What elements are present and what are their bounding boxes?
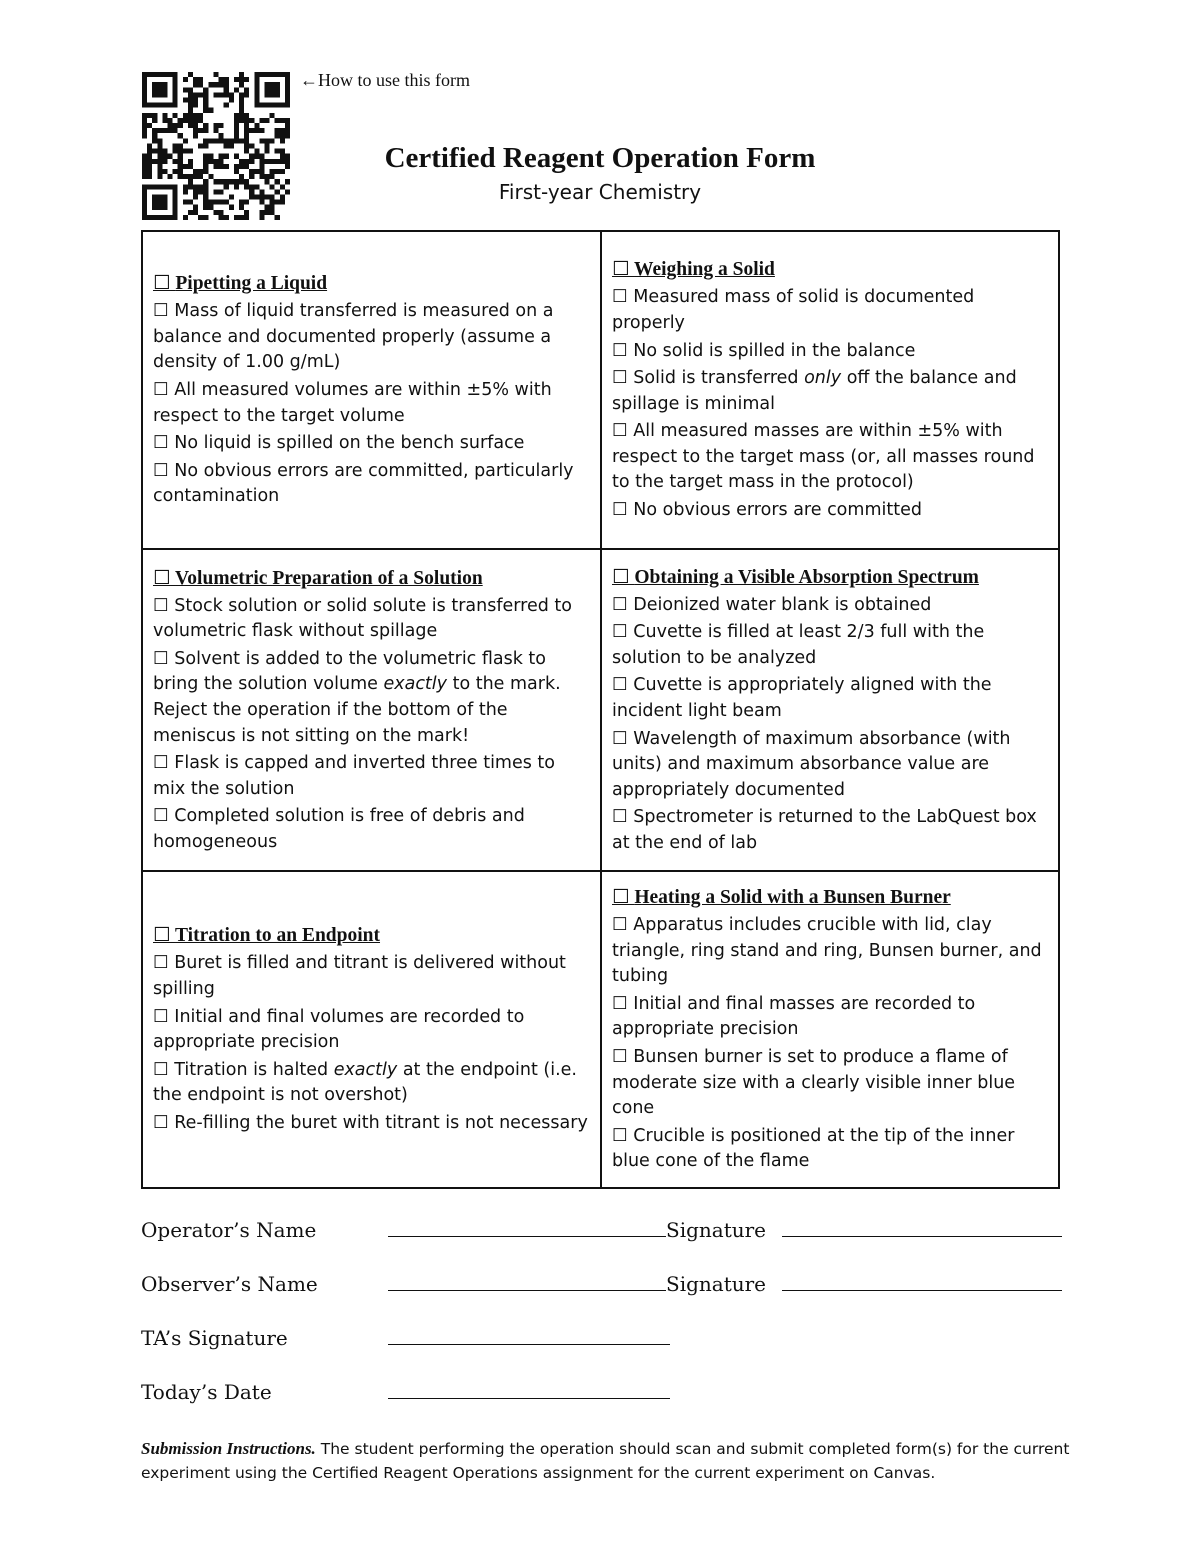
item-text: Initial and final volumes are recorded to appropriate precision [153,1006,525,1053]
checklist-item[interactable] [612,1045,1048,1122]
checklist-item[interactable] [612,285,1048,336]
checkbox[interactable]: ☐ [612,728,628,749]
item-text: Measured mass of solid is documented properly [612,287,975,333]
checkbox[interactable]: ☐ [612,368,628,389]
ta-row [388,1326,670,1350]
checklist-item[interactable] [612,992,1048,1043]
checkbox[interactable]: ☐ [612,622,628,643]
checklist-item[interactable] [612,419,1048,496]
checkbox[interactable]: ☐ [153,379,169,400]
operator-name-field[interactable] [388,1218,666,1237]
checklist-item[interactable] [153,1111,588,1137]
checkbox[interactable]: ☐ [612,807,628,828]
item-text: Buret is filled and titrant is delivered without spilling [153,953,566,1000]
section-title: Volumetric Preparation of a Solution [175,567,483,589]
checkbox[interactable]: ☐ [612,287,628,308]
item-text: Titration is halted [174,1059,334,1080]
checklist-item[interactable] [612,1124,1048,1175]
page-subtitle: First-year Chemistry [498,180,702,204]
item-text: off the balance and spillage is minimal [612,368,1017,414]
item-text: Flask is capped and inverted three times to mix the solution [153,753,555,799]
checkbox[interactable]: ☐ [612,594,628,615]
item-emphasis: exactly [383,674,448,695]
section-heading[interactable] [153,922,588,949]
qr-hint: ←How to use this form [300,70,470,90]
item-text: Re-filling the buret with titrant is not necessary [174,1112,588,1133]
checkbox[interactable]: ☐ [153,953,169,974]
item-text: All measured volumes are within ±5% with respect to the target volume [153,379,552,426]
observer-signature-field[interactable] [782,1272,1062,1291]
item-emphasis: only [804,368,842,389]
section-title: Pipetting a Liquid [175,273,328,295]
checkbox[interactable]: ☐ [612,500,628,521]
item-text: Crucible is positioned at the tip of the inner blue cone of the flame [612,1125,1015,1172]
section-title: Obtaining a Visible Absorption Spectrum [634,566,979,588]
checkbox[interactable]: ☐ [612,675,628,696]
checkbox[interactable]: ☐ [153,753,169,774]
checklist-item[interactable] [612,673,1048,724]
item-text: Cuvette is appropriately aligned with the incident light beam [612,675,992,721]
cell-heating [602,872,1060,1187]
instructions-label: Submission Instructions. [141,1439,316,1458]
item-text: Cuvette is filled at least 2/3 full with the solution to be analyzed [612,622,985,668]
section-heading[interactable] [153,270,588,297]
checklist-item[interactable] [153,594,588,645]
item-text: No solid is spilled in the balance [633,340,916,361]
cell-volumetric [143,550,600,870]
observer-name-field[interactable] [388,1272,666,1291]
ta-signature-field[interactable] [388,1326,670,1345]
section-heading[interactable] [612,256,1048,283]
checkbox[interactable]: ☐ [153,565,171,589]
checklist-item[interactable] [153,378,588,429]
observer-name-label: Observer’s Name [141,1272,318,1296]
checklist-item[interactable] [612,620,1048,671]
signature-label: Signature [666,1218,767,1242]
cell-weighing [602,232,1060,548]
observer-row [388,1272,1062,1296]
item-text: Solid is transferred [633,368,805,389]
checkbox[interactable]: ☐ [612,993,628,1014]
section-heading[interactable] [612,884,1048,911]
checklist-item[interactable] [153,751,588,802]
item-text: to the mark. Reject the operation if the bottom of the meniscus is not sitting on the mark! [153,674,561,746]
section-heading[interactable] [612,564,1048,591]
date-row [388,1380,670,1404]
checklist-item[interactable] [612,727,1048,804]
instructions-text: The student performing the operation should scan and submit completed form(s) for the current experiment using the Certified Reagent Operations assignment for the current experiment on Canvas. [141,1440,1070,1482]
item-text: at the endpoint (i.e. the endpoint is not overshot) [153,1059,577,1106]
section-title: Heating a Solid with a Bunsen Burner [634,887,951,909]
checkbox[interactable]: ☐ [153,271,171,295]
checklist-item[interactable] [153,804,588,855]
checklist-item[interactable] [612,805,1048,856]
checklist-item[interactable] [153,1005,588,1056]
checklist-item[interactable] [612,593,1048,619]
todays-date-label: Today’s Date [141,1380,272,1404]
item-text: Completed solution is free of debris and homogeneous [153,806,525,852]
checkbox[interactable]: ☐ [153,923,171,947]
item-text: Wavelength of maximum absorbance (with units) and maximum absorbance value are appropriately documented [612,728,1011,800]
checkbox[interactable]: ☐ [153,433,169,454]
checkbox[interactable]: ☐ [153,1059,169,1080]
checkbox[interactable]: ☐ [153,806,169,827]
item-text: Mass of liquid transferred is measured on a balance and documented properly (assume a density of 1.00 g/mL) [153,301,554,373]
checkbox[interactable]: ☐ [612,915,628,936]
cell-spectrum [602,550,1060,870]
item-text: Solvent is added to the volumetric flask to bring the solution volume [153,648,546,695]
operator-name-label: Operator’s Name [141,1218,317,1242]
checkbox[interactable]: ☐ [153,460,169,481]
operations-grid [141,230,1060,1189]
checklist-item[interactable] [153,647,588,749]
item-text: Apparatus includes crucible with lid, clay triangle, ring stand and ring, Bunsen burner, and tubing [612,915,1042,987]
checkbox[interactable]: ☐ [612,421,628,442]
checklist-item[interactable] [612,913,1048,990]
checklist-item[interactable] [612,339,1048,365]
checklist-item[interactable] [153,431,588,457]
item-text: No liquid is spilled on the bench surface [174,433,525,454]
operator-row [388,1218,1062,1242]
checklist-item[interactable] [612,366,1048,417]
checklist-item[interactable] [612,498,1048,524]
cell-pipetting [143,232,600,548]
checkbox[interactable]: ☐ [612,564,630,588]
item-text: Deionized water blank is obtained [633,594,932,615]
checklist-item[interactable] [153,459,588,510]
checkbox[interactable]: ☐ [612,340,628,361]
operator-signature-field[interactable] [782,1218,1062,1237]
signature-label: Signature [666,1272,767,1296]
checkbox[interactable]: ☐ [153,1112,169,1133]
page-title: Certified Reagent Operation Form [384,142,816,174]
item-emphasis: exactly [333,1059,398,1080]
checklist-item[interactable] [153,299,588,376]
submission-instructions [141,1437,1071,1485]
checklist-item[interactable] [153,951,588,1002]
section-heading[interactable] [153,565,588,592]
item-text: Initial and final masses are recorded to appropriate precision [612,993,976,1040]
checklist-item[interactable] [153,1058,588,1109]
checkbox[interactable]: ☐ [153,648,169,669]
checkbox[interactable]: ☐ [612,1125,628,1146]
checkbox[interactable]: ☐ [153,301,169,322]
section-title: Titration to an Endpoint [175,925,381,947]
checkbox[interactable]: ☐ [612,257,630,281]
item-text: Bunsen burner is set to produce a flame of moderate size with a clearly visible inner blue cone [612,1047,1016,1119]
todays-date-field[interactable] [388,1380,670,1399]
cell-titration [143,872,600,1187]
item-text: No obvious errors are committed [633,500,922,521]
checkbox[interactable]: ☐ [153,1006,169,1027]
item-text: Spectrometer is returned to the LabQuest box at the end of lab [612,807,1037,853]
ta-signature-label: TA’s Signature [141,1326,288,1350]
item-text: Stock solution or solid solute is transferred to volumetric flask without spillage [153,595,572,642]
checkbox[interactable]: ☐ [612,885,630,909]
checkbox[interactable]: ☐ [612,1047,628,1067]
item-text: No obvious errors are committed, particularly contamination [153,460,574,507]
section-title: Weighing a Solid [634,259,775,281]
checkbox[interactable]: ☐ [153,595,169,616]
item-text: All measured masses are within ±5% with respect to the target mass (or, all masses round to the target mass in the protocol) [612,421,1035,493]
